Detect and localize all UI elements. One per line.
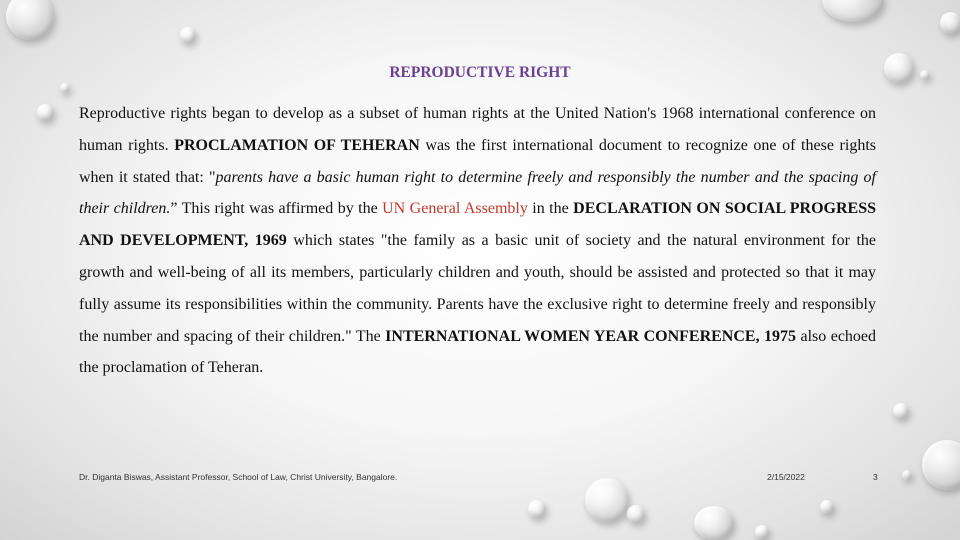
page-number: 3 (873, 472, 878, 482)
droplet-decoration (37, 104, 54, 121)
footer-author: Dr. Diganta Biswas, Assistant Professor, School of Law, Christ University, Bangalore. (79, 472, 398, 482)
droplet-decoration (585, 478, 629, 522)
droplet-decoration (180, 27, 196, 43)
text-run: in the (527, 200, 574, 218)
text-run: also echoed the proclamation of Teheran. (79, 327, 877, 377)
droplet-decoration (6, 0, 54, 40)
body-paragraph (79, 98, 876, 384)
droplet-decoration (627, 505, 645, 523)
droplet-decoration (694, 506, 734, 540)
droplet-decoration (922, 440, 960, 490)
footer-date: 2/15/2022 (767, 472, 805, 482)
droplet-decoration (822, 0, 884, 22)
droplet-decoration (902, 470, 912, 480)
droplet-decoration (893, 403, 909, 419)
text-run-bold: PROCLAMATION OF TEHERAN (174, 136, 420, 154)
text-run: ” This right was affirmed by the (170, 200, 383, 218)
droplet-decoration (60, 83, 70, 93)
slide-title: REPRODUCTIVE RIGHT (389, 64, 571, 81)
quote-italic: parents have a basic human right to determine freely and responsibly the number and the spacing of their children. (79, 168, 876, 218)
droplet-decoration (755, 525, 769, 539)
text-run-bold: INTERNATIONAL WOMEN YEAR CONFERENCE, 1975 (385, 327, 797, 345)
text-run: was the first international document to recognize one of these rights when it stated that: " (79, 136, 876, 186)
droplet-decoration (940, 12, 960, 34)
highlight-un-general-assembly: UN General Assembly (382, 200, 528, 218)
droplet-decoration (820, 500, 834, 514)
text-run: Reproductive rights began to develop as a subset of human rights at the United Nation's 1968 international conference on human rights. (79, 105, 876, 154)
droplet-decoration (528, 500, 546, 518)
text-run-bold: DECLARATION ON SOCIAL PROGRESS AND DEVELOPMENT, 1969 (79, 200, 876, 250)
text-run: which states "the family as a basic unit of society and the natural environment for the growth and well-being of all its members, particularly children and youth, should be assisted and protected so that it may fully assume its responsibilities within the community. Parents have the exclusive right to determine freely and responsibly the number and spacing of their children." The (79, 232, 876, 345)
